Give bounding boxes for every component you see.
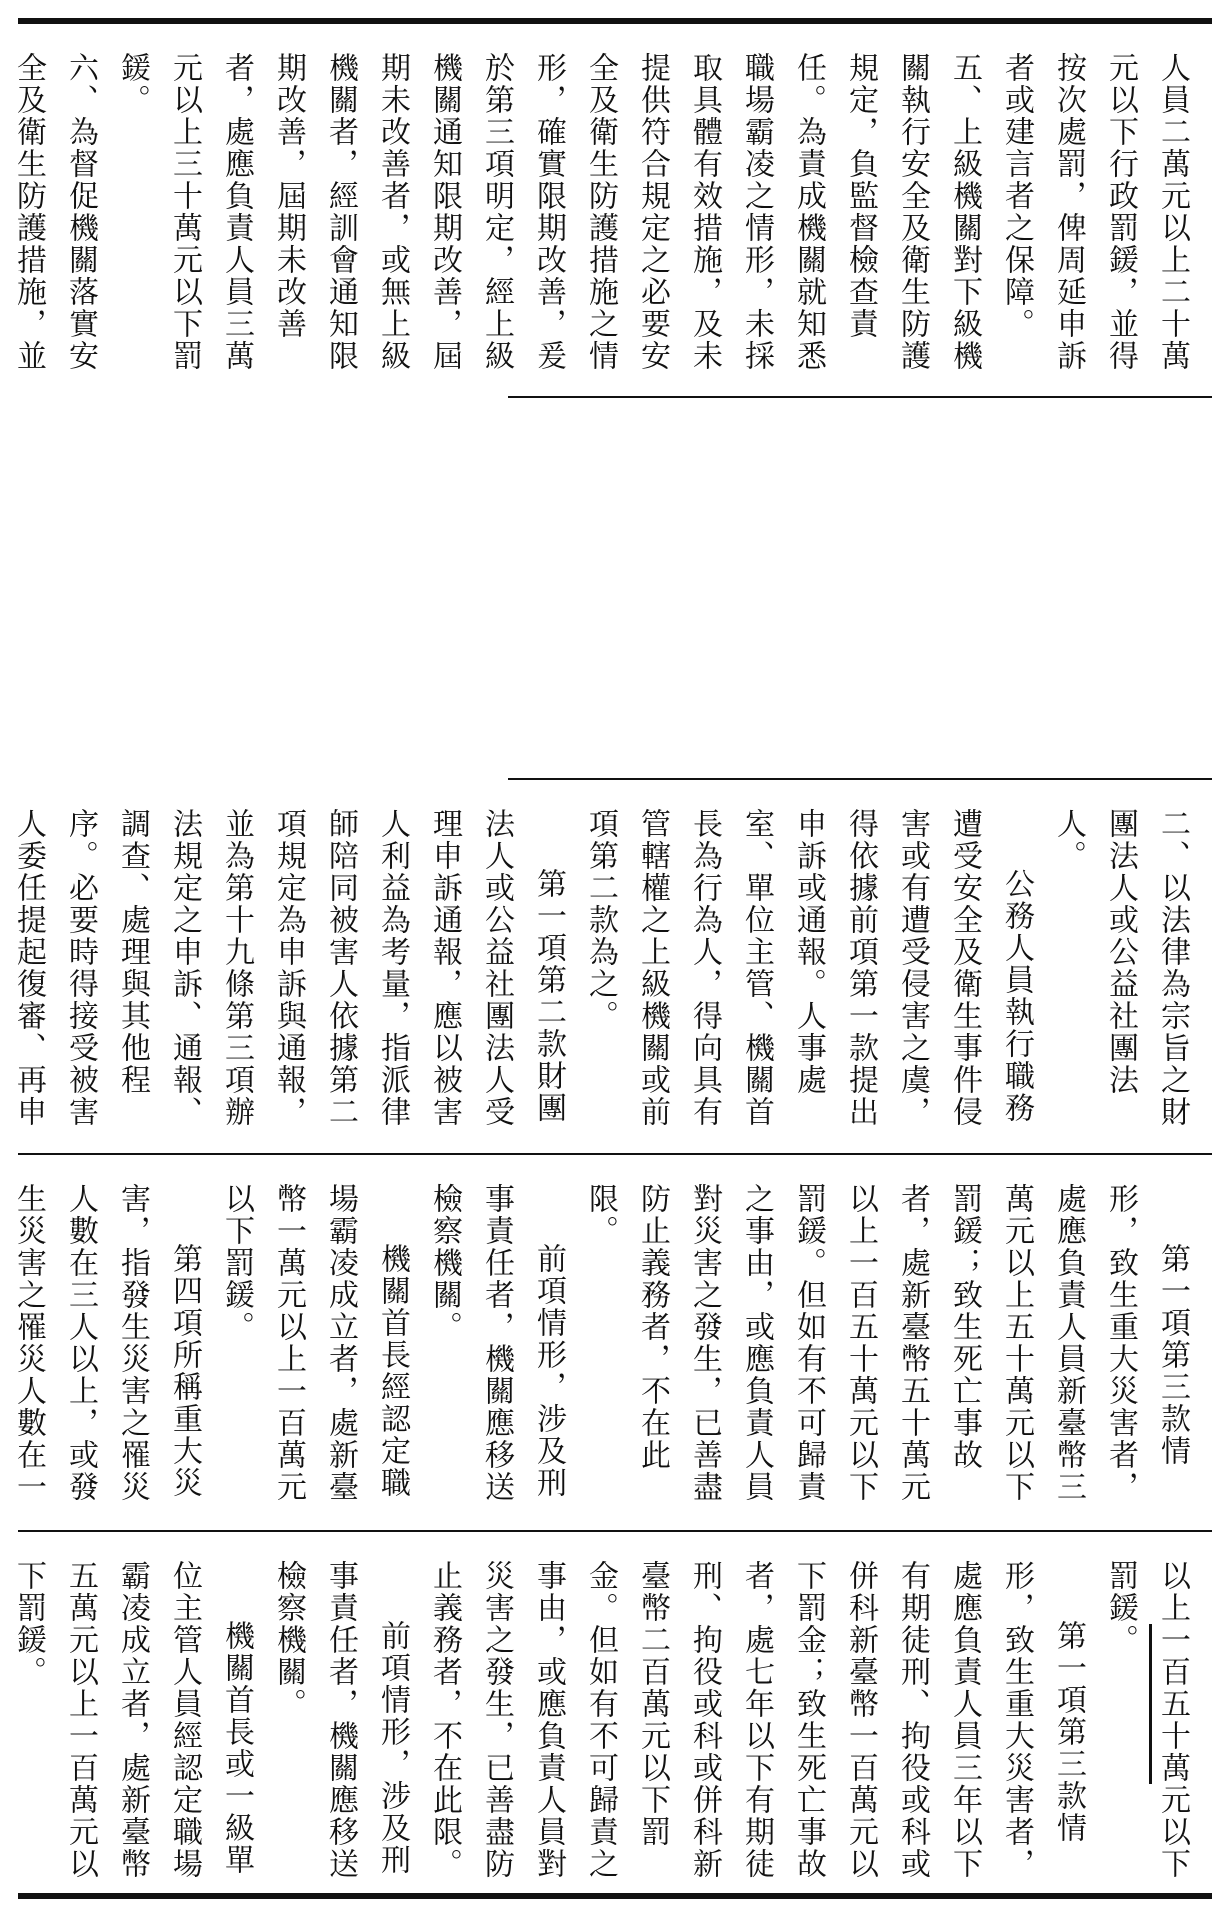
- paragraph: 前項情形，涉及刑事責任者，機關應移送檢察機關。: [271, 1560, 410, 1880]
- paragraph: 機關首長或一級單位主管人員經認定職場霸凌成立者，處新臺幣五萬元以上一百萬元以下罰鍰。: [11, 1560, 254, 1880]
- paragraph: 二、以法律為宗旨之財團法人或公益社團法人。: [1051, 808, 1190, 1128]
- paragraph: 第一項第三款情形，致生重大災害者，處應負責人員新臺幣三萬元以上五十萬元以下罰鍰；致生死亡事故者，處新臺幣五十萬元以上一百五十萬元以下罰鍰。但如有不可歸責之事由，或應負責人員對災害之發生，已善盡防止義務者，不在此限。: [583, 1183, 1190, 1503]
- paragraph: 第四項所稱重大災害，指發生災害之罹災人數在三人以上，或發生災害之罹災人數在一: [11, 1183, 202, 1503]
- bottom-border-rule: [18, 1893, 1212, 1899]
- text-block-bottom-left: [11, 1532, 1198, 1893]
- paragraph: 第一項第二款財團法人或公益社團法人受理申訴通報，應以被害人利益為考量，指派律師陪同被害人依據第二項規定為申訴與通報，並為第十九條第三項辦法規定之申訴、通報、調查、處理與其他程序。必要時得接受被害人委任提起復審、再申: [11, 808, 566, 1128]
- paragraph: 第一項第三款情形，致生重大災害者，處應負責人員三年以下有期徒刑、拘役或科或併科新臺幣一百萬元以下罰金；致生死亡事故者，處七年以下有期徒刑、拘役或科或併科新臺幣二百萬元以下罰金。但如有不可歸責之事由，或應負責人員對災害之發生，已善盡防止義務者，不在此限。: [427, 1560, 1086, 1880]
- paragraph: 六、為督促機關落實安全及衛生防護措施，並: [11, 52, 98, 372]
- paragraph: 公務人員執行職務遭受安全及衛生事件侵害或有遭受侵害之虞，得依據前項第一款提出申訴或通報。人事處室、單位主管、機關首長為行為人，得向具有管轄權之上級機關或前項第二款為之。: [583, 808, 1034, 1128]
- text-run: 以上: [1155, 1560, 1190, 1624]
- paragraph: 前項情形，涉及刑事責任者，機關應移送檢察機關。: [427, 1183, 566, 1503]
- text-block-top-right: [11, 24, 1198, 396]
- text-block-middle-right: [11, 780, 1198, 1153]
- paragraph: 五、上級機關對下級機關執行安全及衛生防護規定，負監督檢查責任。為責成機關就知悉職場霸凌之情形，未採取具體有效措施，及未提供符合規定之必要安全及衛生防護措施之情形，確實限期改善，爰於第三項明定，經上級機關通知限期改善，屆期未改善者，或無上級機關者，經訓會通知限期改善，屆期未改善者，處應負責人員三萬元以上三十萬元以下罰鍰。: [115, 52, 982, 372]
- paragraph: 人員二萬元以上二十萬元以下行政罰鍰，並得按次處罰，俾周延申訴者或建言者之保障。: [999, 52, 1190, 372]
- text-block-bottom-right: [11, 1155, 1198, 1530]
- paragraph: [1094, 1560, 1198, 1893]
- divider-rule-1: [508, 396, 1212, 398]
- text-run: 元以下罰鍰。: [1103, 1560, 1190, 1880]
- underlined-amendment: 一百五十萬: [1155, 1624, 1190, 1784]
- paragraph: 機關首長經認定職場霸凌成立者，處新臺幣一萬元以上一百萬元以下罰鍰。: [219, 1183, 410, 1503]
